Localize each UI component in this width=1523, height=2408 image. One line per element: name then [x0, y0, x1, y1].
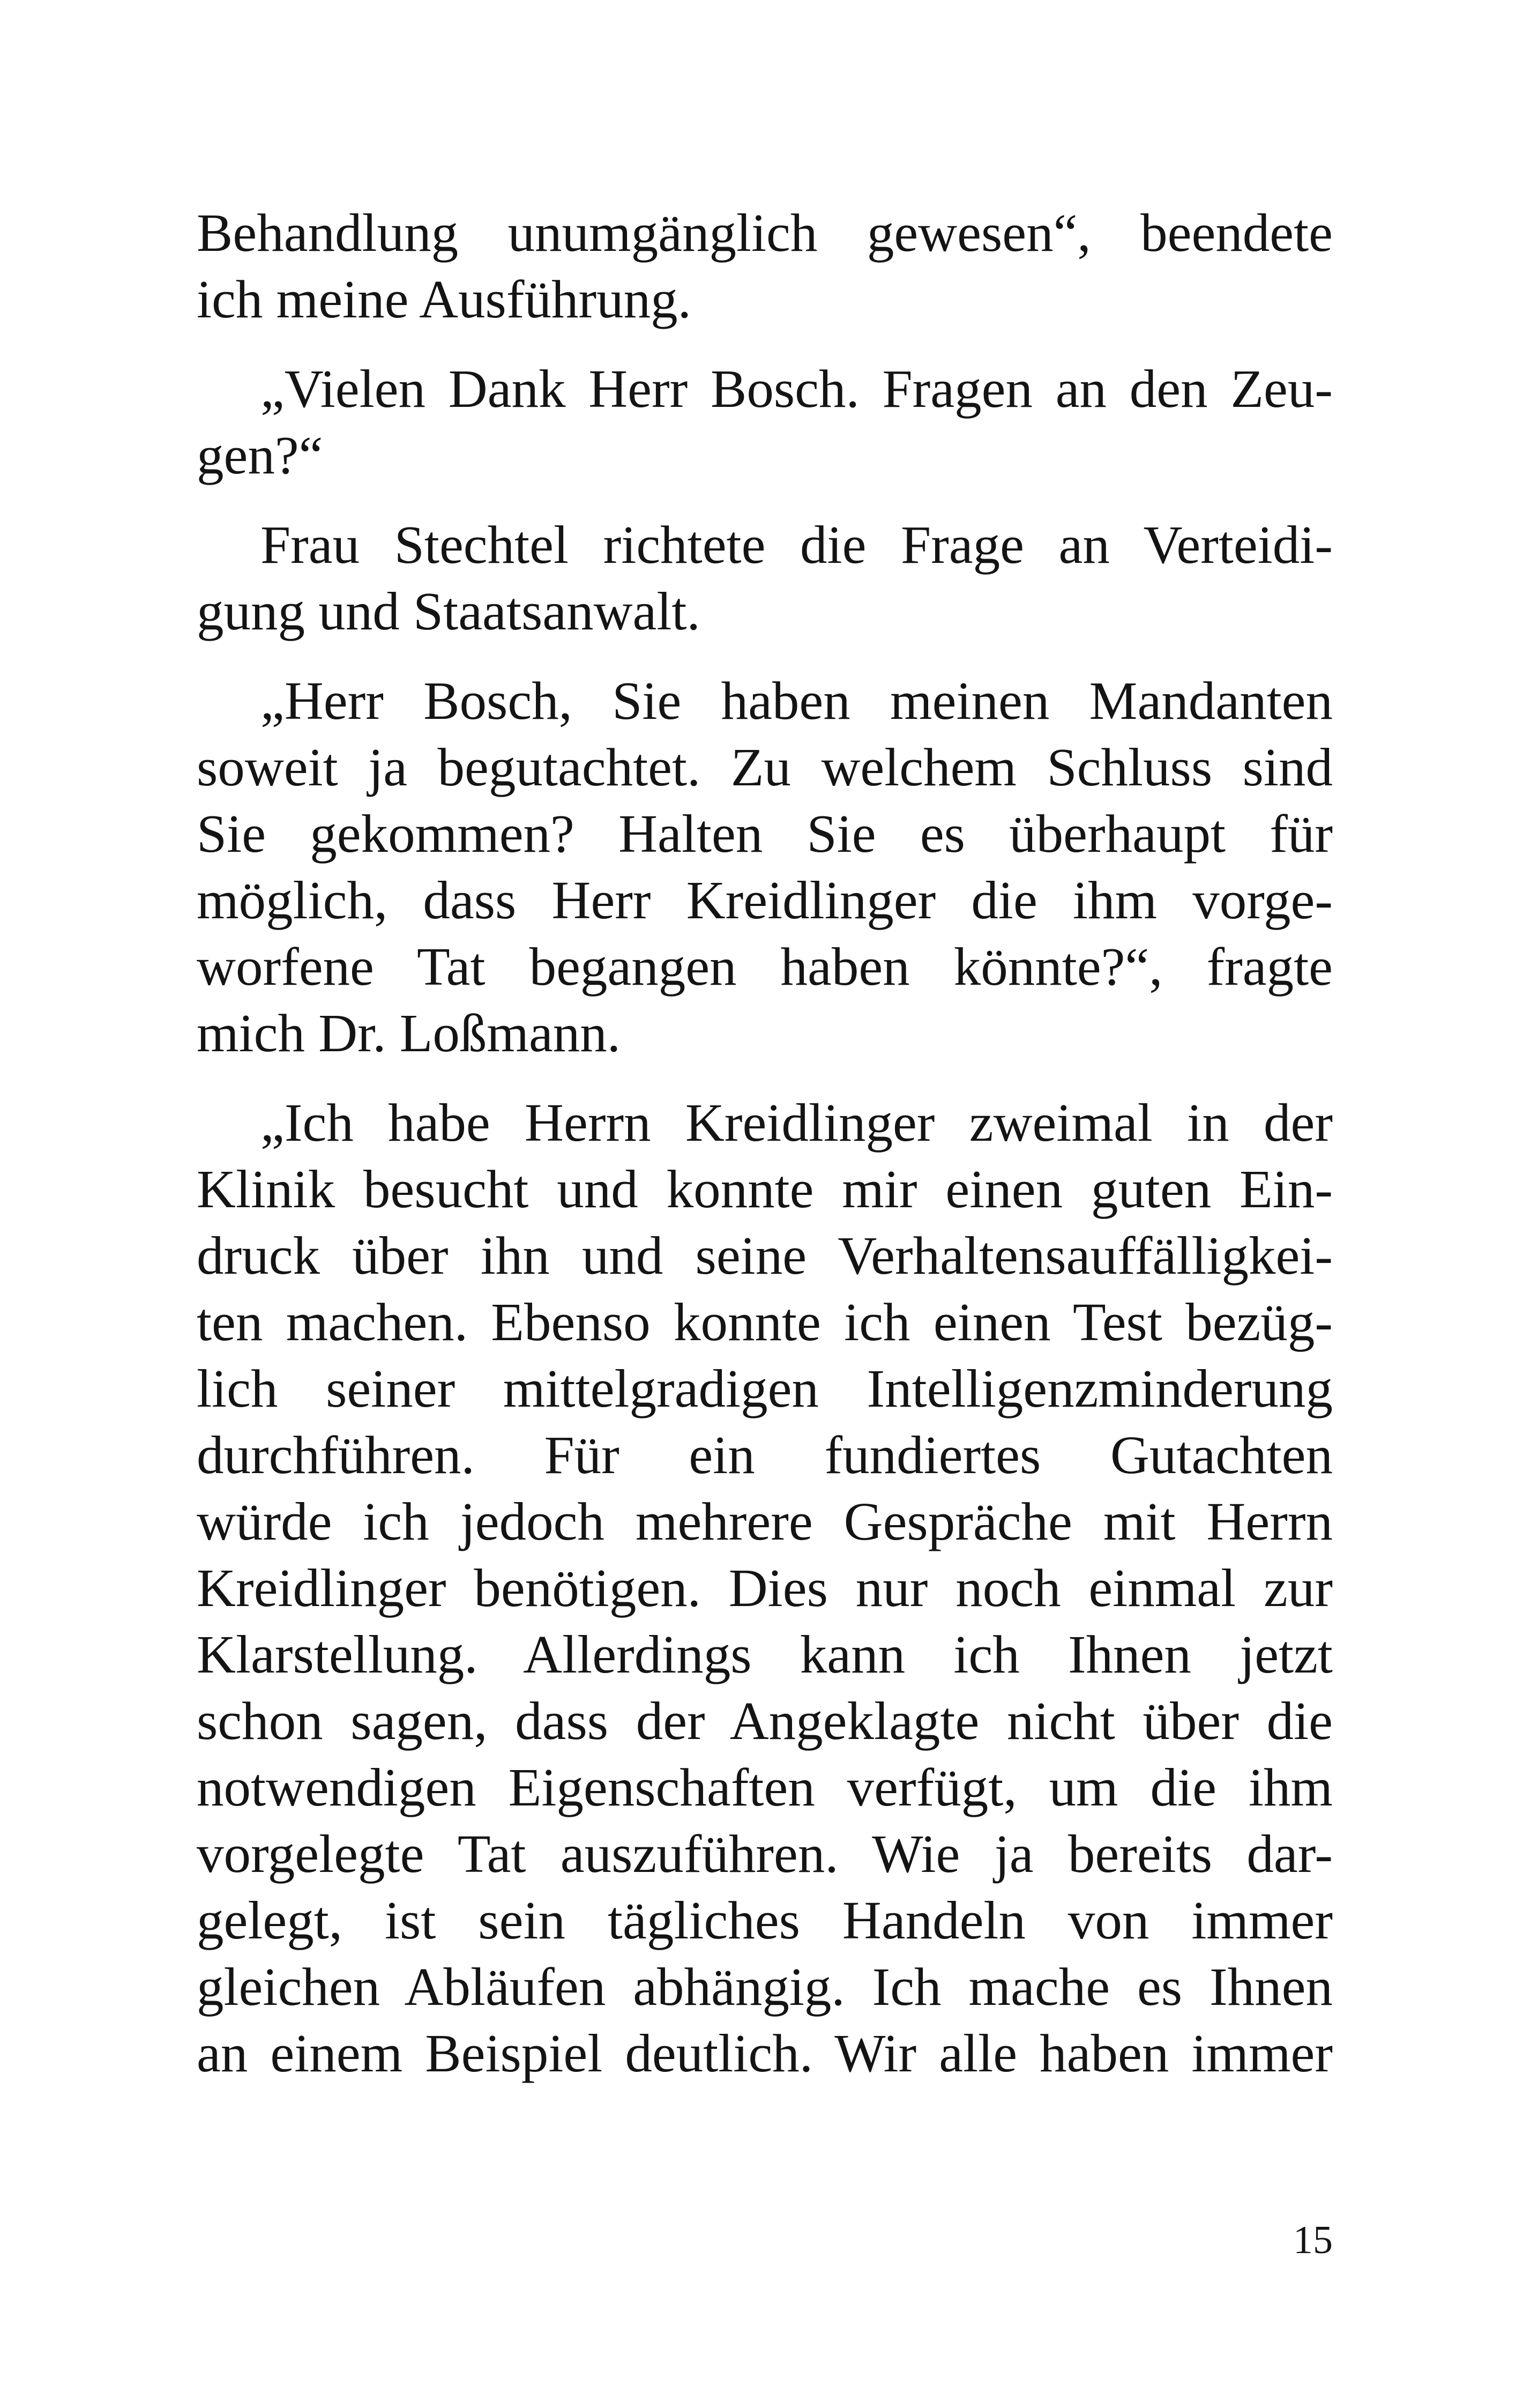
text-line: lich seiner mittelgradigen Intelligenzminderung	[197, 1358, 1333, 1418]
text-line: Sie gekommen? Halten Sie es überhaupt für	[197, 804, 1333, 864]
text-line: gen?“	[197, 425, 323, 485]
text-line: „Vielen Dank Herr Bosch. Fragen an den Zeu-	[260, 359, 1333, 419]
text-line: Klinik besucht und konnte mir einen guten Ein-	[197, 1159, 1333, 1219]
paragraph-3	[197, 511, 1333, 644]
text-line: an einem Beispiel deutlich. Wir alle haben immer	[197, 2023, 1333, 2083]
text-line: vorgelegte Tat auszuführen. Wie ja bereits dar-	[197, 1824, 1333, 1884]
text-line: mich Dr. Loßmann.	[197, 1003, 621, 1063]
text-line: druck über ihn und seine Verhaltensauffälligkei-	[197, 1225, 1333, 1285]
text-line: „Herr Bosch, Sie haben meinen Mandanten	[260, 671, 1333, 731]
page-number: 15	[1293, 2218, 1333, 2262]
text-line: soweit ja begutachtet. Zu welchem Schluss sind	[197, 737, 1333, 797]
text-line: ich meine Ausführung.	[197, 269, 691, 329]
text-line: würde ich jedoch mehrere Gespräche mit Herrn	[197, 1491, 1333, 1551]
text-line: ten machen. Ebenso konnte ich einen Test bezüg-	[197, 1292, 1333, 1352]
text-line: schon sagen, dass der Angeklagte nicht über die	[197, 1691, 1333, 1751]
text-line: Kreidlinger benötigen. Dies nur noch einmal zur	[197, 1558, 1333, 1618]
text-line: notwendigen Eigenschaften verfügt, um die ihm	[197, 1757, 1333, 1817]
paragraph-5	[197, 1089, 1333, 2086]
text-line: durchführen. Für ein fundiertes Gutachten	[197, 1425, 1333, 1485]
text-line: gung und Staatsanwalt.	[197, 581, 700, 641]
text-line: gleichen Abläufen abhängig. Ich mache es Ihnen	[197, 1957, 1333, 2017]
paragraph-2	[197, 355, 1333, 488]
text-line: Frau Stechtel richtete die Frage an Verteidi-	[260, 515, 1333, 575]
text-line: möglich, dass Herr Kreidlinger die ihm vorge-	[197, 870, 1333, 930]
paragraph-4	[197, 667, 1333, 1066]
paragraph-1	[197, 199, 1333, 332]
text-line: „Ich habe Herrn Kreidlinger zweimal in der	[260, 1092, 1333, 1153]
body-text	[197, 199, 1333, 2109]
text-line: worfene Tat begangen haben könnte?“, fragte	[197, 937, 1333, 997]
text-line: gelegt, ist sein tägliches Handeln von immer	[197, 1890, 1333, 1950]
text-line: Klarstellung. Allerdings kann ich Ihnen jetzt	[197, 1624, 1333, 1684]
text-line: Behandlung unumgänglich gewesen“, beendete	[197, 203, 1333, 263]
